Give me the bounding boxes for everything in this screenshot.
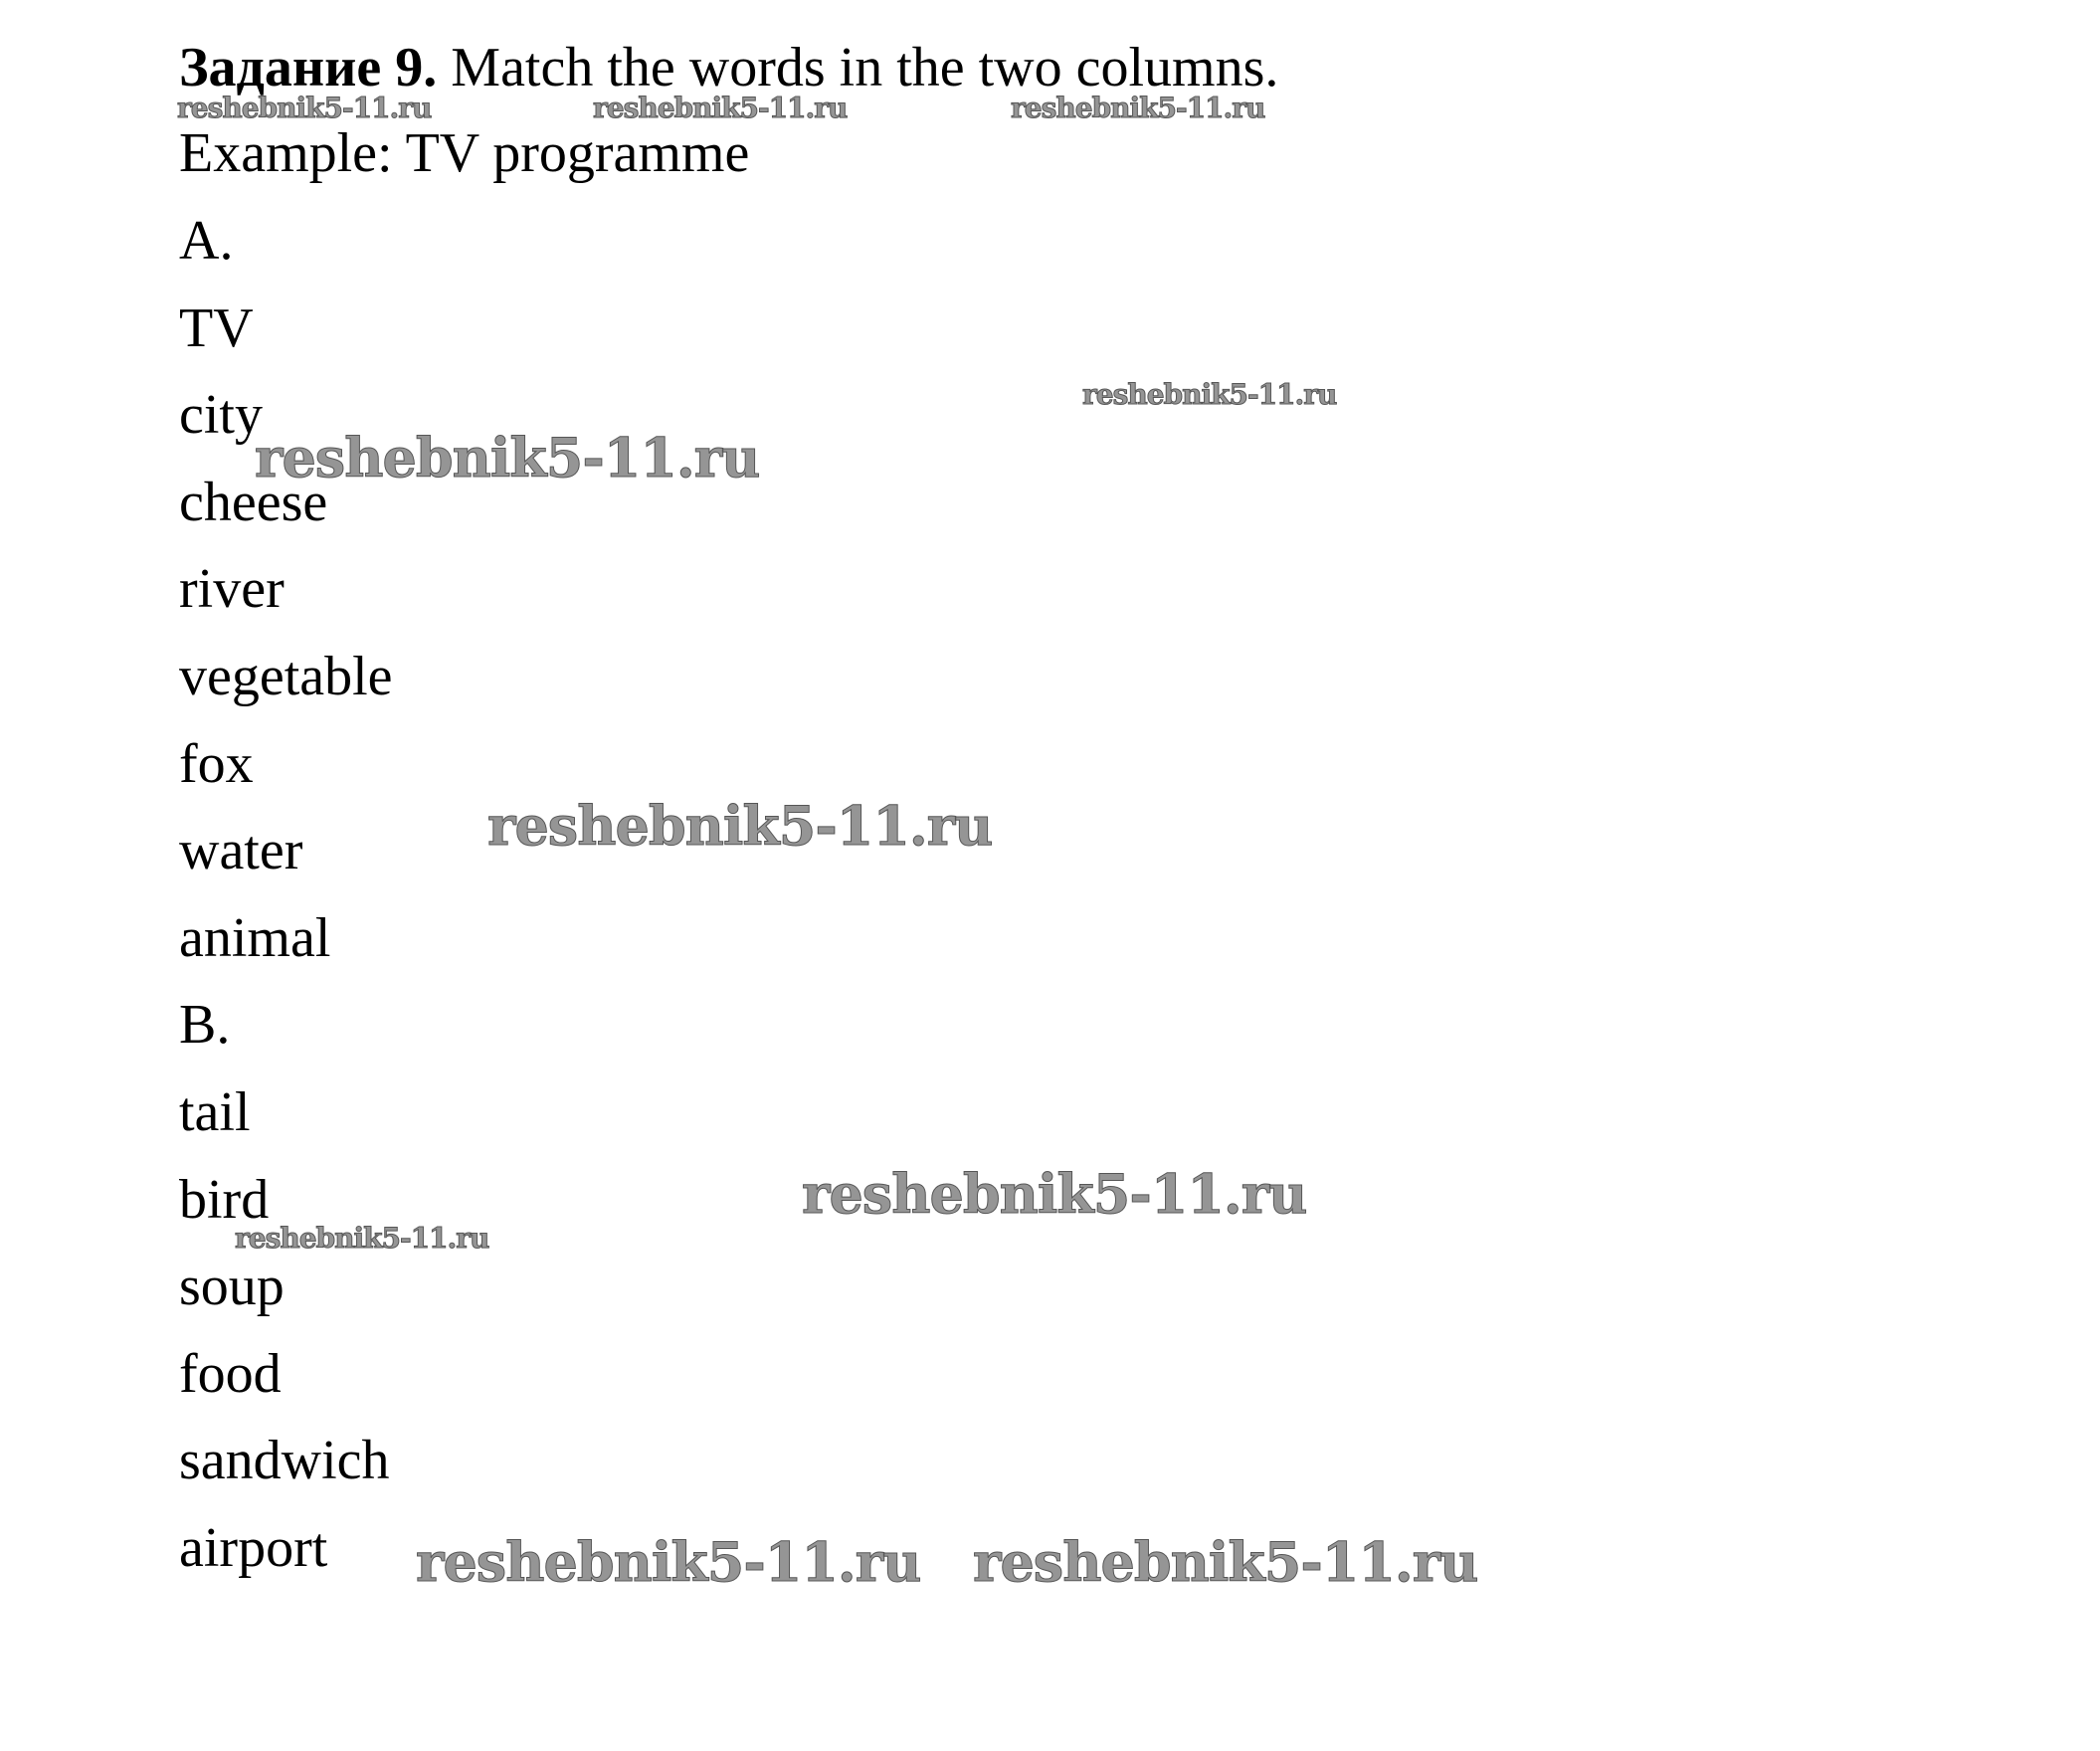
watermark: reshebnik5-11.ru: [593, 92, 848, 124]
task-label: Задание 9.: [179, 37, 438, 98]
word-a-7: water: [179, 820, 303, 881]
word-a-2: city: [179, 384, 263, 446]
word-b-3: soup: [179, 1256, 285, 1317]
word-b-2: bird: [179, 1169, 270, 1231]
word-a-4: river: [179, 558, 285, 620]
watermark: reshebnik5-11.ru: [973, 1530, 1478, 1594]
word-a-3: cheese: [179, 472, 328, 533]
example-line: Example: TV programme: [179, 122, 750, 184]
column-b-heading: B.: [179, 994, 231, 1056]
word-b-4: food: [179, 1343, 282, 1405]
watermark: reshebnik5-11.ru: [1082, 378, 1337, 411]
watermark: reshebnik5-11.ru: [487, 794, 993, 858]
word-b-1: tail: [179, 1081, 251, 1143]
watermark: reshebnik5-11.ru: [235, 1222, 489, 1255]
watermark: reshebnik5-11.ru: [802, 1162, 1307, 1226]
task-instruction: Match the words in the two columns.: [451, 37, 1279, 98]
word-a-6: fox: [179, 733, 254, 795]
word-b-6: airport: [179, 1517, 328, 1579]
watermark: reshebnik5-11.ru: [1011, 92, 1265, 124]
watermark: reshebnik5-11.ru: [177, 92, 432, 124]
word-a-8: animal: [179, 907, 331, 969]
word-b-5: sandwich: [179, 1430, 390, 1491]
word-a-1: TV: [179, 297, 254, 359]
watermark: reshebnik5-11.ru: [416, 1530, 921, 1594]
task-heading: [179, 36, 1278, 99]
watermark: reshebnik5-11.ru: [255, 426, 760, 489]
column-a-heading: A.: [179, 210, 234, 272]
word-a-5: vegetable: [179, 646, 393, 707]
